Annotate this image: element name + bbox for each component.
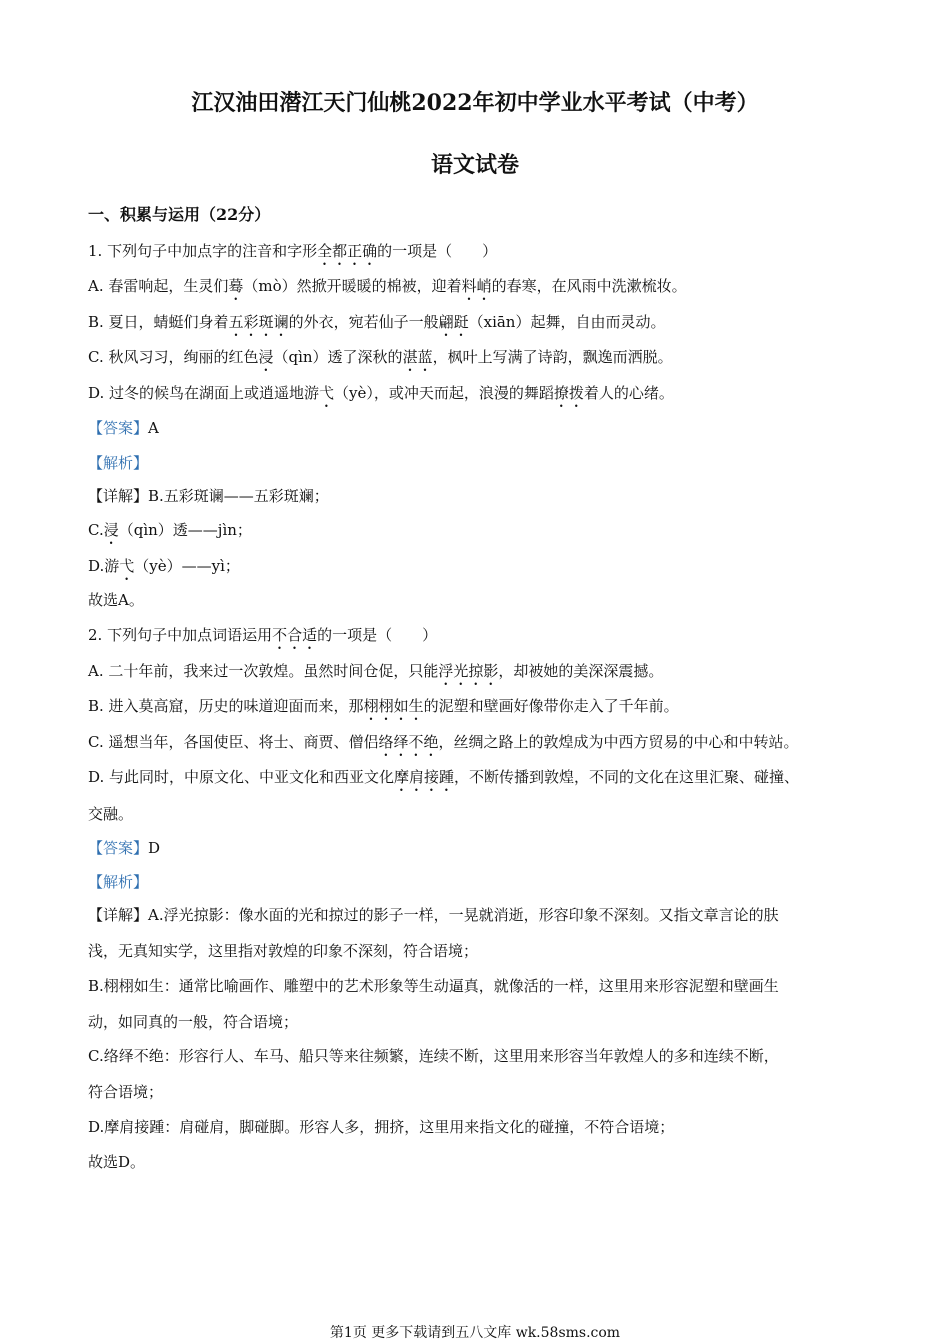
- q2-detail-d: D.摩肩接踵：肩碰肩，脚碰脚。形容人多，拥挤，这里用来指文化的碰撞，不符合语境；: [88, 1118, 675, 1136]
- q1-detail-d: D.游弋（yè）——yì；: [88, 557, 240, 575]
- q2-detail-b-cont: 动，如同真的一般，符合语境；: [88, 1013, 299, 1031]
- q2-detail-a: 【详解】A.浮光掠影：像水面的光和掠过的影子一样，一晃就消逝，形容印象不深刻。又指文章言论的肤: [88, 906, 779, 924]
- q2-option-d: D. 与此同时，中原文化、中亚文化和西亚文化摩肩接踵，不断传播到敦煌，不同的文化在这里汇聚、碰撞、: [88, 768, 800, 786]
- q2-detail-c: C.络绎不绝：形容行人、车马、船只等来往频繁，连续不断，这里用来形容当年敦煌人的多和连续不断，: [88, 1047, 779, 1065]
- q1-option-c: C. 秋风习习，绚丽的红色浸（qìn）透了深秋的湛蓝，枫叶上写满了诗韵，飘逸而洒脱。: [88, 348, 673, 366]
- q2-option-a: A. 二十年前，我来过一次敦煌。虽然时间仓促，只能浮光掠影，却被她的美深深震撼。: [88, 662, 664, 680]
- section-heading: 一、积累与运用（22分）: [88, 205, 271, 224]
- q2-option-d-cont: 交融。: [88, 805, 134, 823]
- q2-detail-c-cont: 符合语境；: [88, 1083, 164, 1101]
- q2-option-c: C. 遥想当年，各国使臣、将士、商贾、僧侣络绎不绝，丝绸之路上的敦煌成为中西方贸易的中心和中转站。: [88, 733, 799, 751]
- q1-choose: 故选A。: [88, 591, 144, 609]
- q2-choose: 故选D。: [88, 1153, 146, 1171]
- q1-option-b: B. 夏日，蜻蜓们身着五彩斑谰的外衣，宛若仙子一般翩跹（xiān）起舞，自由而灵动。: [88, 313, 666, 331]
- q1-analysis-tag: 【解析】: [88, 454, 149, 472]
- q2-detail-b: B.栩栩如生：通常比喻画作、雕塑中的艺术形象等生动逼真，就像活的一样，这里用来形容泥塑和壁画生: [88, 977, 779, 995]
- q1-option-d: D. 过冬的候鸟在湖面上或逍遥地游弋（yè），或冲天而起，浪漫的舞蹈撩拨着人的心绪。: [88, 384, 674, 402]
- q1-stem: 1. 下列句子中加点字的注音和字形全都正确的一项是（ ）: [88, 242, 498, 260]
- q2-answer: 【答案】D: [88, 839, 161, 857]
- q1-option-a: A. 春雷响起，生灵们蓦（mò）然掀开暖暖的棉被，迎着料峭的春寒，在风雨中洗漱梳妆。: [88, 277, 687, 295]
- q1-answer: 【答案】A: [88, 419, 159, 437]
- q1-detail-c: C.浸（qìn）透——jìn；: [88, 521, 252, 539]
- exam-subtitle: 语文试卷: [430, 152, 519, 178]
- q2-stem: 2. 下列句子中加点词语运用不合适的一项是（ ）: [88, 626, 438, 644]
- q2-detail-a-cont: 浅，无真知实学，这里指对敦煌的印象不深刻，符合语境；: [88, 942, 479, 960]
- page-footer: 第1页 更多下载请到五八文库 wk.58sms.com: [329, 1325, 621, 1341]
- q2-option-b: B. 进入莫高窟，历史的味道迎面而来，那栩栩如生的泥塑和壁画好像带你走入了千年前。: [88, 697, 679, 715]
- q2-analysis-tag: 【解析】: [88, 873, 149, 891]
- q1-detail: 【详解】B.五彩斑谰——五彩斑斓；: [88, 487, 329, 505]
- exam-title: 江汉油田潜江天门仙桃2022年初中学业水平考试（中考）: [191, 90, 759, 116]
